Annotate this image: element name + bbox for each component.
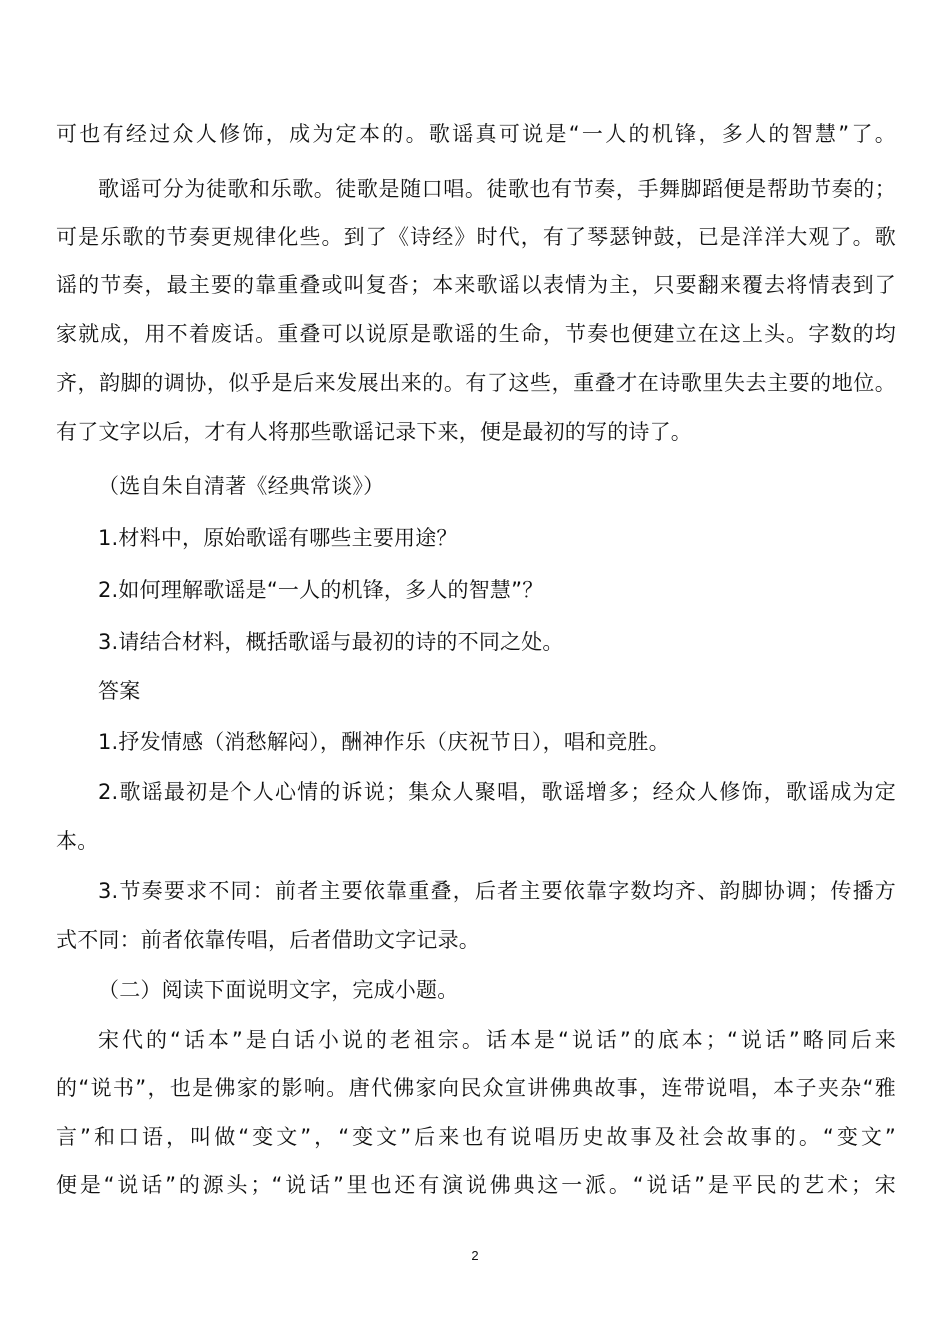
- text-line: 宋代的“话本”是白话小说的老祖宗。话本是“说话”的底本；“说话”略同后来: [98, 1028, 896, 1052]
- answer-1: 1.抒发情感（消愁解闷），酬神作乐（庆祝节日），唱和竞胜。: [98, 730, 670, 754]
- text-line: 可是乐歌的节奏更规律化些。到了《诗经》时代，有了琴瑟钟鼓，已是洋洋大观了。歌: [56, 225, 896, 249]
- answer-2: 2.歌谣最初是个人心情的诉说；集众人聚唱，歌谣增多；经众人修饰，歌谣成为定: [98, 780, 896, 804]
- question-1: 1.材料中，原始歌谣有哪些主要用途？: [98, 526, 458, 550]
- page-number: 2: [471, 1248, 479, 1263]
- answer-3: 3.节奏要求不同：前者主要依靠重叠，后者主要依靠字数均齐、韵脚协调；传播方: [98, 879, 896, 903]
- text-line: 言”和口语，叫做“变文”，“变文”后来也有说唱历史故事及社会故事的。“变文”: [56, 1125, 896, 1149]
- text-line: 齐，韵脚的调协，似乎是后来发展出来的。有了这些，重叠才在诗歌里失去主要的地位。: [56, 371, 896, 395]
- text-line: 有了文字以后，才有人将那些歌谣记录下来，便是最初的写的诗了。: [56, 420, 692, 444]
- answer-2-continued: 本。: [56, 829, 99, 853]
- question-2: 2.如何理解歌谣是“一人的机锋，多人的智慧”？: [98, 578, 544, 602]
- answer-heading: 答案: [98, 679, 141, 703]
- source-citation: （选自朱自清著《经典常谈》）: [98, 474, 385, 498]
- text-line: 歌谣可分为徒歌和乐歌。徒歌是随口唱。徒歌也有节奏，手舞脚蹈便是帮助节奏的；: [98, 177, 896, 201]
- text-line: 谣的节奏，最主要的靠重叠或叫复沓；本来歌谣以表情为主，只要翻来覆去将情表到了: [56, 273, 896, 297]
- text-line: 家就成，用不着废话。重叠可以说原是歌谣的生命，节奏也便建立在这上头。字数的均: [56, 322, 896, 346]
- text-line: 便是“说话”的源头；“说话”里也还有演说佛典这一派。“说话”是平民的艺术；宋: [56, 1173, 896, 1197]
- text-line: 的“说书”，也是佛家的影响。唐代佛家向民众宣讲佛典故事，连带说唱，本子夹杂“雅: [56, 1076, 896, 1100]
- question-3: 3.请结合材料，概括歌谣与最初的诗的不同之处。: [98, 630, 564, 654]
- text-line: 可也有经过众人修饰，成为定本的。歌谣真可说是“一人的机锋，多人的智慧”了。: [56, 122, 896, 146]
- answer-3-continued: 式不同：前者依靠传唱，后者借助文字记录。: [56, 928, 480, 952]
- section-heading: （二）阅读下面说明文字，完成小题。: [98, 978, 459, 1002]
